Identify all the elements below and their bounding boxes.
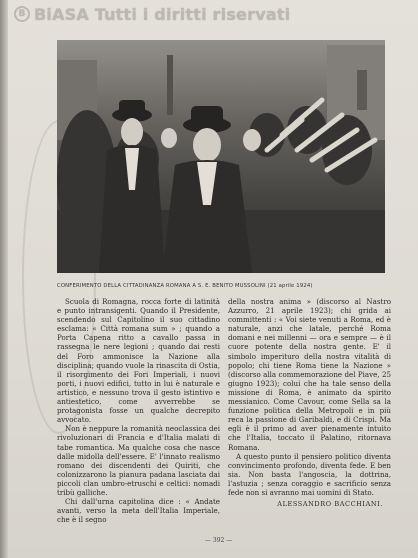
page-binding-edge xyxy=(0,0,8,558)
article-paragraph: Chi dall'urna capitolina dice : « Andate avanti, verso la meta dell'Italia Imperiale, che è il segno xyxy=(57,497,220,525)
article-paragraph: Non è neppure la romanità neoclassica dei rivoluzionari di Francia e d'Italia malati di tabe romantica. Ma qualche cosa che nasce dalle midolla dell'essere. E' l'innato realismo romano dei discendenti dei Quiriti, che colonizzarono la pianura padana lasciata dai piccoli clan umbro-etruschi e celtici: nomadi tribù galliche. xyxy=(57,424,220,497)
biasa-logo-icon: B xyxy=(14,6,30,22)
photo-caption: CONFERIMENTO DELLA CITTADINANZA ROMANA A S. E. BENITO MUSSOLINI (21 aprile 1924) xyxy=(57,283,313,289)
page-number: — 392 — xyxy=(205,537,233,544)
crowd-photograph xyxy=(57,40,385,273)
copyright-watermark xyxy=(14,4,290,24)
author-signature: ALESSANDRO BACCHIANI. xyxy=(277,500,383,509)
article-paragraph: della nostra anima » (discorso al Nastro Azzurro, 21 aprile 1923); chi grida ai committenti : « Voi siete venuti a Roma, ed è naturale, anzi che latale, perché Roma domani e nei millenni — ora e sempre — è il cuore potente della nostra gente. E' il simbolo imperituro della nostra vitalità di popolo; chi tiene Roma tiene la Nazione » (discorso alla commemorazione del Piave, 25 giugno 1923); colui che ha tale senso della missione di Roma, è animato da spirito messianico. Come Cavour, come Sella sa la funzione politica della Metropoli e in più reca la passione di Garibaldi, e di Crispi. Ma egli è il primo ad aver pienamente intuito che l'Italia, toccato il Palatino, ritornava Romana. xyxy=(228,297,391,452)
watermark-text: BiASA Tutti i diritti riservati xyxy=(34,4,291,24)
article-paragraph: Scuola di Romagna, rocca forte di latinità e punto intransigenti. Quando il Presidente, scendendo sul Capitolino il suo cittadino esclama: « Città romana sum » ; quando a Porta Capena ritto a cavallo passa in rassegna le nere legioni ; quando dai resti del Foro ammonisce la Nazione alla disciplina; quando vuole la rinascita di Ostia, il risorgimento dei Fori Imperiali, i nuovi porti, i nuovi edifici, tutto in lui è naturale e artistico, e nessuno trova il gesto istintivo e antiestetico, come avverrebbe se protagonista fosse un qualche decrepito avvocato. xyxy=(57,297,220,425)
article-column-right xyxy=(228,297,391,509)
photograph-illustration xyxy=(57,40,385,273)
article-column-left xyxy=(57,297,220,524)
article-paragraph: A questo punto il pensiero politico diventa convincimento profondo, diventa fede. E ben sia. Non basta l'angoscia, la dottrina, l'astuzia ; senza coraggio e sacrificio senza fede non si avranno mai uomini di Stato. xyxy=(228,451,391,497)
